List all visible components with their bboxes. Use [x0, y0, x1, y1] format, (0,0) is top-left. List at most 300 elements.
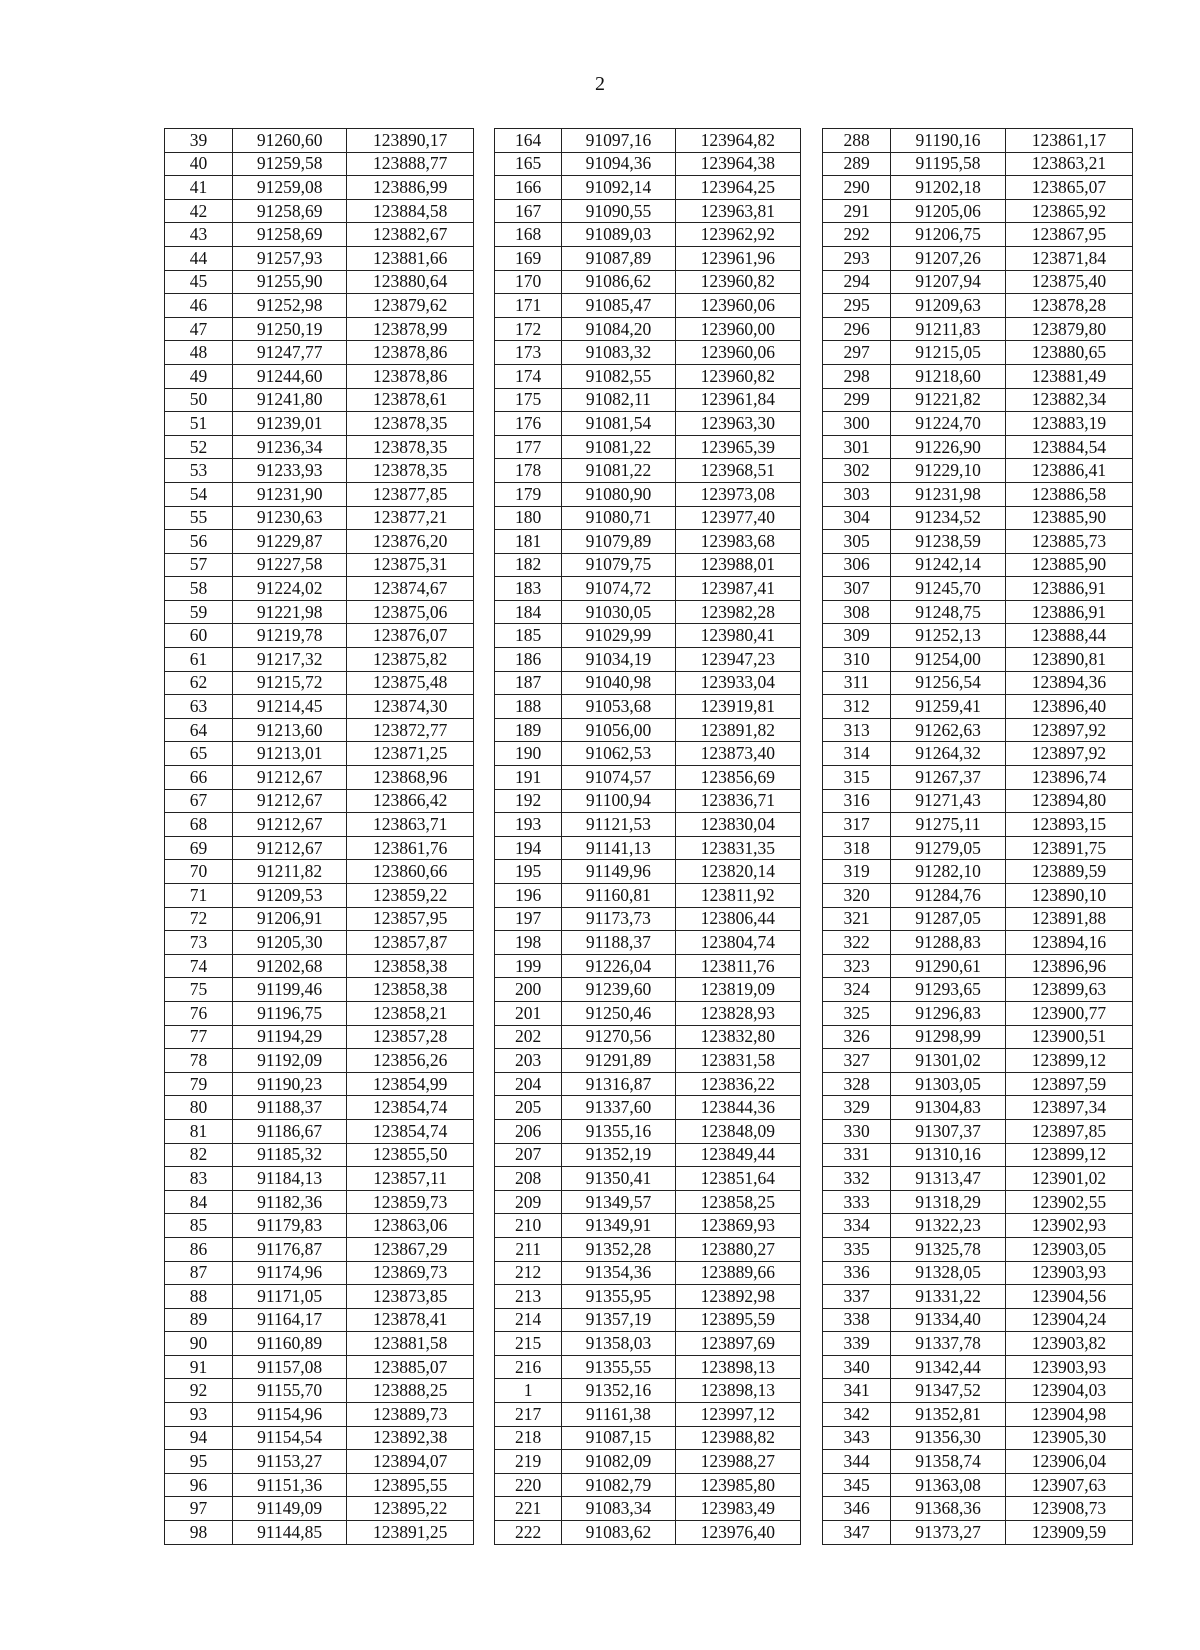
x-coordinate-cell: 91219,78: [232, 624, 346, 648]
point-number-cell: 86: [165, 1237, 233, 1261]
x-coordinate-cell: 91160,81: [562, 884, 675, 908]
point-number-cell: 327: [823, 1049, 891, 1073]
point-number-cell: 332: [823, 1167, 891, 1191]
x-coordinate-cell: 91085,47: [562, 294, 675, 318]
y-coordinate-cell: 123854,74: [347, 1096, 474, 1120]
point-number-cell: 301: [823, 435, 891, 459]
x-coordinate-cell: 91368,36: [891, 1497, 1006, 1521]
table-row: [495, 388, 801, 412]
y-coordinate-cell: 123900,77: [1005, 1001, 1132, 1025]
point-number-cell: 56: [165, 530, 233, 554]
x-coordinate-cell: 91284,76: [891, 884, 1006, 908]
x-coordinate-cell: 91352,28: [562, 1237, 675, 1261]
x-coordinate-cell: 91081,22: [562, 435, 675, 459]
x-coordinate-cell: 91229,87: [232, 530, 346, 554]
table-row: [165, 1190, 474, 1214]
page-number: 2: [595, 73, 605, 95]
x-coordinate-cell: 91176,87: [232, 1237, 346, 1261]
y-coordinate-cell: 123886,91: [1005, 600, 1132, 624]
point-number-cell: 330: [823, 1119, 891, 1143]
table-row: [495, 506, 801, 530]
point-number-cell: 291: [823, 199, 891, 223]
table-row: [823, 671, 1133, 695]
y-coordinate-cell: 123836,22: [675, 1072, 800, 1096]
point-number-cell: 315: [823, 766, 891, 790]
point-number-cell: 222: [495, 1521, 562, 1545]
table-row: [165, 199, 474, 223]
point-number-cell: 205: [495, 1096, 562, 1120]
y-coordinate-cell: 123903,93: [1005, 1355, 1132, 1379]
y-coordinate-cell: 123988,01: [675, 553, 800, 577]
x-coordinate-cell: 91082,09: [562, 1450, 675, 1474]
table-row: [165, 459, 474, 483]
table-row: [165, 435, 474, 459]
y-coordinate-cell: 123973,08: [675, 482, 800, 506]
x-coordinate-cell: 91352,81: [891, 1403, 1006, 1427]
table-row: [823, 506, 1133, 530]
x-coordinate-cell: 91287,05: [891, 907, 1006, 931]
y-coordinate-cell: 123987,41: [675, 577, 800, 601]
x-coordinate-cell: 91241,80: [232, 388, 346, 412]
x-coordinate-cell: 91291,89: [562, 1049, 675, 1073]
y-coordinate-cell: 123890,81: [1005, 648, 1132, 672]
point-number-cell: 221: [495, 1497, 562, 1521]
point-number-cell: 187: [495, 671, 562, 695]
x-coordinate-cell: 91267,37: [891, 766, 1006, 790]
point-number-cell: 183: [495, 577, 562, 601]
point-number-cell: 78: [165, 1049, 233, 1073]
table-row: [495, 1001, 801, 1025]
table-row: [165, 577, 474, 601]
point-number-cell: 66: [165, 766, 233, 790]
y-coordinate-cell: 123909,59: [1005, 1521, 1132, 1545]
table-row: [495, 317, 801, 341]
x-coordinate-cell: 91242,14: [891, 553, 1006, 577]
point-number-cell: 331: [823, 1143, 891, 1167]
x-coordinate-cell: 91213,60: [232, 718, 346, 742]
table-row: [495, 1119, 801, 1143]
x-coordinate-cell: 91121,53: [562, 813, 675, 837]
table-row: [495, 459, 801, 483]
point-number-cell: 195: [495, 860, 562, 884]
table-row: [823, 152, 1133, 176]
y-coordinate-cell: 123960,82: [675, 270, 800, 294]
x-coordinate-cell: 91179,83: [232, 1214, 346, 1238]
table-row: [823, 1450, 1133, 1474]
y-coordinate-cell: 123877,85: [347, 482, 474, 506]
point-number-cell: 179: [495, 482, 562, 506]
point-number-cell: 60: [165, 624, 233, 648]
y-coordinate-cell: 123875,06: [347, 600, 474, 624]
table-row: [495, 884, 801, 908]
table-row: [823, 1308, 1133, 1332]
x-coordinate-cell: 91202,18: [891, 176, 1006, 200]
y-coordinate-cell: 123896,96: [1005, 954, 1132, 978]
point-number-cell: 188: [495, 695, 562, 719]
point-number-cell: 166: [495, 176, 562, 200]
x-coordinate-cell: 91250,46: [562, 1001, 675, 1025]
table-row: [165, 954, 474, 978]
y-coordinate-cell: 123891,25: [347, 1521, 474, 1545]
table-row: [823, 600, 1133, 624]
table-row: [165, 813, 474, 837]
y-coordinate-cell: 123962,92: [675, 223, 800, 247]
y-coordinate-cell: 123888,25: [347, 1379, 474, 1403]
y-coordinate-cell: 123889,73: [347, 1403, 474, 1427]
table-row: [495, 624, 801, 648]
y-coordinate-cell: 123964,25: [675, 176, 800, 200]
point-number-cell: 172: [495, 317, 562, 341]
x-coordinate-cell: 91160,89: [232, 1332, 346, 1356]
y-coordinate-cell: 123886,41: [1005, 459, 1132, 483]
table-row: [495, 836, 801, 860]
y-coordinate-cell: 123964,38: [675, 152, 800, 176]
x-coordinate-cell: 91151,36: [232, 1473, 346, 1497]
table-row: [165, 1308, 474, 1332]
x-coordinate-cell: 91074,72: [562, 577, 675, 601]
x-coordinate-cell: 91310,16: [891, 1143, 1006, 1167]
table-row: [165, 978, 474, 1002]
y-coordinate-cell: 123890,17: [347, 129, 474, 153]
y-coordinate-cell: 123854,99: [347, 1072, 474, 1096]
x-coordinate-cell: 91259,41: [891, 695, 1006, 719]
table-row: [495, 270, 801, 294]
table-row: [495, 129, 801, 153]
y-coordinate-cell: 123983,68: [675, 530, 800, 554]
y-coordinate-cell: 123879,62: [347, 294, 474, 318]
x-coordinate-cell: 91211,83: [891, 317, 1006, 341]
x-coordinate-cell: 91259,08: [232, 176, 346, 200]
point-number-cell: 186: [495, 648, 562, 672]
x-coordinate-cell: 91231,90: [232, 482, 346, 506]
x-coordinate-cell: 91155,70: [232, 1379, 346, 1403]
table-row: [165, 553, 474, 577]
table-row: [165, 1001, 474, 1025]
y-coordinate-cell: 123848,09: [675, 1119, 800, 1143]
y-coordinate-cell: 123879,80: [1005, 317, 1132, 341]
point-number-cell: 333: [823, 1190, 891, 1214]
x-coordinate-cell: 91215,72: [232, 671, 346, 695]
coordinate-tables: [164, 128, 1133, 1546]
y-coordinate-cell: 123859,73: [347, 1190, 474, 1214]
table-row: [165, 1237, 474, 1261]
x-coordinate-cell: 91215,05: [891, 341, 1006, 365]
x-coordinate-cell: 91141,13: [562, 836, 675, 860]
point-number-cell: 39: [165, 129, 233, 153]
y-coordinate-cell: 123872,77: [347, 718, 474, 742]
y-coordinate-cell: 123889,59: [1005, 860, 1132, 884]
y-coordinate-cell: 123976,40: [675, 1521, 800, 1545]
y-coordinate-cell: 123886,91: [1005, 577, 1132, 601]
point-number-cell: 326: [823, 1025, 891, 1049]
y-coordinate-cell: 123886,58: [1005, 482, 1132, 506]
point-number-cell: 336: [823, 1261, 891, 1285]
x-coordinate-cell: 91212,67: [232, 789, 346, 813]
point-number-cell: 92: [165, 1379, 233, 1403]
point-number-cell: 310: [823, 648, 891, 672]
point-number-cell: 302: [823, 459, 891, 483]
point-number-cell: 319: [823, 860, 891, 884]
point-number-cell: 94: [165, 1426, 233, 1450]
table-row: [165, 1214, 474, 1238]
y-coordinate-cell: 123881,66: [347, 246, 474, 270]
y-coordinate-cell: 123857,11: [347, 1167, 474, 1191]
point-number-cell: 48: [165, 341, 233, 365]
table-row: [495, 1143, 801, 1167]
x-coordinate-cell: 91234,52: [891, 506, 1006, 530]
point-number-cell: 189: [495, 718, 562, 742]
y-coordinate-cell: 123811,76: [675, 954, 800, 978]
y-coordinate-cell: 123997,12: [675, 1403, 800, 1427]
y-coordinate-cell: 123904,56: [1005, 1285, 1132, 1309]
x-coordinate-cell: 91233,93: [232, 459, 346, 483]
point-number-cell: 79: [165, 1072, 233, 1096]
table-row: [165, 718, 474, 742]
y-coordinate-cell: 123891,88: [1005, 907, 1132, 931]
x-coordinate-cell: 91188,37: [562, 931, 675, 955]
point-number-cell: 80: [165, 1096, 233, 1120]
table-row: [495, 199, 801, 223]
table-row: [823, 1167, 1133, 1191]
table-row: [165, 1285, 474, 1309]
y-coordinate-cell: 123899,63: [1005, 978, 1132, 1002]
point-number-cell: 307: [823, 577, 891, 601]
x-coordinate-cell: 91373,27: [891, 1521, 1006, 1545]
y-coordinate-cell: 123878,35: [347, 435, 474, 459]
x-coordinate-cell: 91202,68: [232, 954, 346, 978]
table-row: [165, 695, 474, 719]
y-coordinate-cell: 123858,25: [675, 1190, 800, 1214]
y-coordinate-cell: 123897,92: [1005, 718, 1132, 742]
point-number-cell: 82: [165, 1143, 233, 1167]
y-coordinate-cell: 123903,05: [1005, 1237, 1132, 1261]
point-number-cell: 295: [823, 294, 891, 318]
x-coordinate-cell: 91256,54: [891, 671, 1006, 695]
y-coordinate-cell: 123830,04: [675, 813, 800, 837]
table-row: [165, 1497, 474, 1521]
y-coordinate-cell: 123900,51: [1005, 1025, 1132, 1049]
y-coordinate-cell: 123863,06: [347, 1214, 474, 1238]
table-row: [823, 553, 1133, 577]
x-coordinate-cell: 91271,43: [891, 789, 1006, 813]
table-row: [165, 223, 474, 247]
point-number-cell: 91: [165, 1355, 233, 1379]
table-row: [495, 1379, 801, 1403]
table-row: [823, 1049, 1133, 1073]
x-coordinate-cell: 91062,53: [562, 742, 675, 766]
x-coordinate-cell: 91296,83: [891, 1001, 1006, 1025]
y-coordinate-cell: 123858,38: [347, 978, 474, 1002]
point-number-cell: 190: [495, 742, 562, 766]
y-coordinate-cell: 123851,64: [675, 1167, 800, 1191]
point-number-cell: 62: [165, 671, 233, 695]
x-coordinate-cell: 91083,62: [562, 1521, 675, 1545]
table-row: [165, 129, 474, 153]
x-coordinate-cell: 91211,82: [232, 860, 346, 884]
point-number-cell: 59: [165, 600, 233, 624]
y-coordinate-cell: 123897,34: [1005, 1096, 1132, 1120]
point-number-cell: 177: [495, 435, 562, 459]
y-coordinate-cell: 123854,74: [347, 1119, 474, 1143]
x-coordinate-cell: 91082,55: [562, 364, 675, 388]
y-coordinate-cell: 123888,44: [1005, 624, 1132, 648]
y-coordinate-cell: 123895,55: [347, 1473, 474, 1497]
x-coordinate-cell: 91100,94: [562, 789, 675, 813]
y-coordinate-cell: 123897,85: [1005, 1119, 1132, 1143]
point-number-cell: 55: [165, 506, 233, 530]
point-number-cell: 71: [165, 884, 233, 908]
point-number-cell: 47: [165, 317, 233, 341]
table-row: [165, 412, 474, 436]
point-number-cell: 220: [495, 1473, 562, 1497]
point-number-cell: 193: [495, 813, 562, 837]
x-coordinate-cell: 91363,08: [891, 1473, 1006, 1497]
point-number-cell: 170: [495, 270, 562, 294]
point-number-cell: 174: [495, 364, 562, 388]
x-coordinate-cell: 91034,19: [562, 648, 675, 672]
table-row: [495, 1521, 801, 1545]
table-row: [495, 1237, 801, 1261]
y-coordinate-cell: 123906,04: [1005, 1450, 1132, 1474]
table-row: [165, 1473, 474, 1497]
x-coordinate-cell: 91084,20: [562, 317, 675, 341]
y-coordinate-cell: 123983,49: [675, 1497, 800, 1521]
point-number-cell: 297: [823, 341, 891, 365]
point-number-cell: 185: [495, 624, 562, 648]
point-number-cell: 347: [823, 1521, 891, 1545]
x-coordinate-cell: 91318,29: [891, 1190, 1006, 1214]
table-row: [495, 1072, 801, 1096]
x-coordinate-cell: 91144,85: [232, 1521, 346, 1545]
y-coordinate-cell: 123880,27: [675, 1237, 800, 1261]
y-coordinate-cell: 123856,26: [347, 1049, 474, 1073]
y-coordinate-cell: 123881,58: [347, 1332, 474, 1356]
y-coordinate-cell: 123875,40: [1005, 270, 1132, 294]
x-coordinate-cell: 91171,05: [232, 1285, 346, 1309]
point-number-cell: 216: [495, 1355, 562, 1379]
y-coordinate-cell: 123819,09: [675, 978, 800, 1002]
x-coordinate-cell: 91231,98: [891, 482, 1006, 506]
x-coordinate-cell: 91190,16: [891, 129, 1006, 153]
point-number-cell: 67: [165, 789, 233, 813]
point-number-cell: 320: [823, 884, 891, 908]
point-number-cell: 294: [823, 270, 891, 294]
table-row: [495, 978, 801, 1002]
table-row: [165, 884, 474, 908]
point-number-cell: 289: [823, 152, 891, 176]
table-row: [823, 482, 1133, 506]
x-coordinate-cell: 91349,91: [562, 1214, 675, 1238]
y-coordinate-cell: 123961,96: [675, 246, 800, 270]
y-coordinate-cell: 123884,58: [347, 199, 474, 223]
y-coordinate-cell: 123897,92: [1005, 742, 1132, 766]
table-row: [165, 766, 474, 790]
y-coordinate-cell: 123988,27: [675, 1450, 800, 1474]
table-row: [165, 742, 474, 766]
y-coordinate-cell: 123861,17: [1005, 129, 1132, 153]
table-row: [495, 1308, 801, 1332]
y-coordinate-cell: 123895,22: [347, 1497, 474, 1521]
x-coordinate-cell: 91206,91: [232, 907, 346, 931]
x-coordinate-cell: 91080,71: [562, 506, 675, 530]
x-coordinate-cell: 91250,19: [232, 317, 346, 341]
table-row: [495, 931, 801, 955]
table-row: [165, 1450, 474, 1474]
y-coordinate-cell: 123899,12: [1005, 1143, 1132, 1167]
x-coordinate-cell: 91357,19: [562, 1308, 675, 1332]
x-coordinate-cell: 91255,90: [232, 270, 346, 294]
point-number-cell: 338: [823, 1308, 891, 1332]
y-coordinate-cell: 123828,93: [675, 1001, 800, 1025]
point-number-cell: 199: [495, 954, 562, 978]
point-number-cell: 98: [165, 1521, 233, 1545]
x-coordinate-cell: 91154,96: [232, 1403, 346, 1427]
x-coordinate-cell: 91080,90: [562, 482, 675, 506]
table-row: [823, 884, 1133, 908]
y-coordinate-cell: 123869,93: [675, 1214, 800, 1238]
x-coordinate-cell: 91226,04: [562, 954, 675, 978]
x-coordinate-cell: 91087,89: [562, 246, 675, 270]
x-coordinate-cell: 91053,68: [562, 695, 675, 719]
point-number-cell: 178: [495, 459, 562, 483]
y-coordinate-cell: 123881,49: [1005, 364, 1132, 388]
x-coordinate-cell: 91206,75: [891, 223, 1006, 247]
table-row: [823, 1355, 1133, 1379]
point-number-cell: 308: [823, 600, 891, 624]
x-coordinate-cell: 91254,00: [891, 648, 1006, 672]
point-number-cell: 52: [165, 435, 233, 459]
y-coordinate-cell: 123875,82: [347, 648, 474, 672]
table-row: [495, 1403, 801, 1427]
table-row: [495, 530, 801, 554]
table-row: [823, 1261, 1133, 1285]
x-coordinate-cell: 91328,05: [891, 1261, 1006, 1285]
table-row: [165, 836, 474, 860]
table-row: [165, 364, 474, 388]
point-number-cell: 57: [165, 553, 233, 577]
table-row: [495, 695, 801, 719]
y-coordinate-cell: 123960,00: [675, 317, 800, 341]
y-coordinate-cell: 123882,34: [1005, 388, 1132, 412]
table-row: [823, 1403, 1133, 1427]
y-coordinate-cell: 123878,86: [347, 341, 474, 365]
table-row: [823, 695, 1133, 719]
point-number-cell: 325: [823, 1001, 891, 1025]
table-row: [165, 1261, 474, 1285]
x-coordinate-cell: 91212,67: [232, 766, 346, 790]
table-row: [495, 1096, 801, 1120]
x-coordinate-cell: 91260,60: [232, 129, 346, 153]
point-number-cell: 334: [823, 1214, 891, 1238]
x-coordinate-cell: 91212,67: [232, 813, 346, 837]
table-row: [823, 1096, 1133, 1120]
point-number-cell: 313: [823, 718, 891, 742]
point-number-cell: 318: [823, 836, 891, 860]
point-number-cell: 340: [823, 1355, 891, 1379]
y-coordinate-cell: 123892,38: [347, 1426, 474, 1450]
point-number-cell: 87: [165, 1261, 233, 1285]
y-coordinate-cell: 123836,71: [675, 789, 800, 813]
point-number-cell: 61: [165, 648, 233, 672]
x-coordinate-cell: 91040,98: [562, 671, 675, 695]
point-number-cell: 218: [495, 1426, 562, 1450]
x-coordinate-cell: 91352,19: [562, 1143, 675, 1167]
table-row: [823, 1332, 1133, 1356]
point-number-cell: 323: [823, 954, 891, 978]
table-row: [165, 1403, 474, 1427]
y-coordinate-cell: 123901,02: [1005, 1167, 1132, 1191]
y-coordinate-cell: 123889,66: [675, 1261, 800, 1285]
